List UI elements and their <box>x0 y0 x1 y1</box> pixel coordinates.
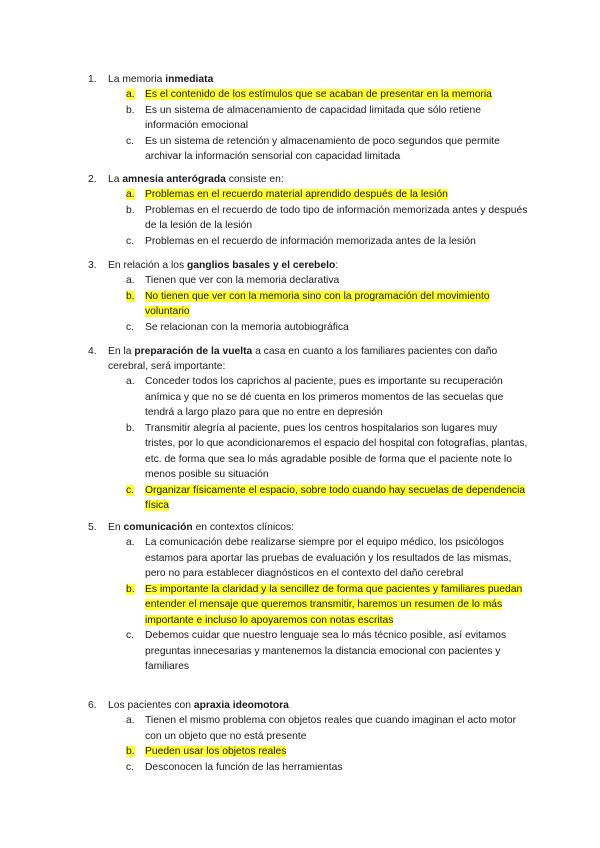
option-text: Debemos cuidar que nuestro lenguaje sea lo más técnico posible, así evitamos preguntas innecesarias y mantenemos la distancia emocional con pacientes y familiares <box>145 630 507 672</box>
stem-keyword: amnesia anterógrada <box>122 174 226 185</box>
option-letter: c. <box>126 135 135 147</box>
option-b <box>88 203 528 234</box>
option-letter: c. <box>126 235 135 247</box>
option-text: Es un sistema de retención y almacenamiento de poco segundos que permite archivar la información sensorial con capacidad limitada <box>145 135 500 162</box>
option-text: Transmitir alegría al paciente, pues los centros hospitalarios son lugares muy tristes, por lo que acondicionaremos el espacio del hospital con fotografías, plantas, etc. de forma que sea lo más agradable posible de forma que el paciente note lo menos posible su situación <box>145 422 528 480</box>
option-text: Se relacionan con la memoria autobiográfica <box>145 321 349 333</box>
option-c <box>88 483 528 514</box>
stem-text: : <box>335 260 339 271</box>
option-a <box>88 713 528 744</box>
option-b <box>88 289 528 320</box>
option-letter: c. <box>126 761 135 773</box>
option-text-highlighted: No tienen que ver con la memoria sino con la programación del movimiento voluntario <box>145 290 490 317</box>
option-text: Tienen que ver con la memoria declarativa <box>145 275 340 286</box>
question-number: 2. <box>88 174 97 185</box>
option-c <box>88 320 528 336</box>
option-c <box>88 760 528 776</box>
question-1 <box>88 72 528 165</box>
option-letter: a. <box>126 715 135 726</box>
option-letter: c. <box>126 630 135 641</box>
question-number: 6. <box>88 700 97 711</box>
option-text-highlighted: Es importante la claridad y la sencillez de forma que pacientes y familiares puedan entender el mensaje que queremos transmitir, haremos un resumen de lo más importante e incluso lo apoyaremos con notas escritas <box>145 583 523 626</box>
question-number: 1. <box>88 74 97 85</box>
option-b <box>88 744 528 760</box>
option-a <box>88 273 528 289</box>
stem-keyword: ganglios basales y el cerebelo <box>187 260 336 271</box>
option-letter: b. <box>126 746 135 757</box>
option-letter: b. <box>126 204 135 216</box>
question-stem <box>88 520 528 535</box>
option-c <box>88 628 528 675</box>
option-text: Problemas en el recuerdo de información memorizada antes de la lesión <box>145 235 476 247</box>
stem-keyword: apraxia ideomotora <box>193 700 289 711</box>
question-stem <box>88 72 528 87</box>
question-stem <box>88 698 528 713</box>
option-text: Conceder todos los caprichos al paciente, pues es importante su recuperación anímica y que no se dé cuenta en los primeros momentos de las secuelas que tendrá a largo plazo para que no entre en depresión <box>145 376 504 418</box>
question-number: 3. <box>88 260 97 271</box>
option-text-highlighted: Pueden usar los objetos reales <box>145 746 287 757</box>
option-letter: a. <box>126 537 135 548</box>
stem-keyword: comunicación <box>123 522 193 533</box>
question-6 <box>88 698 528 775</box>
option-a <box>88 187 528 203</box>
option-b <box>88 421 528 483</box>
question-stem <box>88 258 528 273</box>
question-number: 4. <box>88 346 97 357</box>
option-letter: a. <box>126 89 135 100</box>
question-3 <box>88 258 528 335</box>
option-letter: a. <box>126 275 135 286</box>
stem-text: La <box>108 174 123 185</box>
question-2 <box>88 172 528 249</box>
option-text-highlighted: Organizar físicamente el espacio, sobre todo cuando hay secuelas de dependencia física <box>145 484 526 511</box>
stem-text: a casa en cuanto a los familiares pacientes con daño cerebral, será importante: <box>108 346 498 372</box>
stem-text: consiste en: <box>225 174 284 185</box>
option-letter: b. <box>126 422 135 434</box>
option-text-highlighted: Es el contenido de los estímulos que se acaban de presentar en la memoria <box>145 89 492 100</box>
option-letter: c. <box>126 484 135 496</box>
stem-text: Los pacientes con <box>108 700 194 711</box>
option-letter: a. <box>126 189 135 200</box>
stem-text: en contextos clínicos: <box>192 522 295 533</box>
stem-text: En relación a los <box>108 260 187 271</box>
option-c <box>88 234 528 250</box>
option-a <box>88 535 528 582</box>
option-letter: b. <box>126 290 135 302</box>
stem-text: En la <box>108 346 135 357</box>
option-text: Desconocen la función de las herramientas <box>145 761 343 773</box>
question-stem <box>88 344 528 374</box>
stem-text: La memoria <box>108 74 166 85</box>
question-4 <box>88 344 528 514</box>
option-letter: a. <box>126 376 135 387</box>
option-b <box>88 582 528 629</box>
option-text: Problemas en el recuerdo de todo tipo de información memorizada antes y después de la lesión de la lesión <box>145 204 528 231</box>
question-5 <box>88 520 528 675</box>
stem-keyword: preparación de la vuelta <box>134 346 253 357</box>
stem-keyword: inmediata <box>165 74 214 85</box>
option-text: La comunicación debe realizarse siempre por el equipo médico, los psicólogos estamos para aportar las pruebas de evaluación y los resultados de las mismas, pero no para establecer diagnósticos en el contexto del daño cerebral <box>145 537 512 579</box>
stem-text: En <box>108 522 124 533</box>
option-letter: c. <box>126 321 135 333</box>
option-letter: b. <box>126 104 135 116</box>
option-text: Es un sistema de almacenamiento de capacidad limitada que sólo retiene información emocional <box>145 104 481 131</box>
option-a <box>88 87 528 103</box>
question-stem <box>88 172 528 187</box>
option-a <box>88 374 528 421</box>
option-text: Tienen el mismo problema con objetos reales que cuando imaginan el acto motor con un objeto que no está presente <box>145 715 517 742</box>
option-b <box>88 103 528 134</box>
option-text-highlighted: Problemas en el recuerdo material aprendido después de la lesión <box>145 189 448 200</box>
option-letter: b. <box>126 583 135 595</box>
question-number: 5. <box>88 522 97 533</box>
option-c <box>88 134 528 165</box>
